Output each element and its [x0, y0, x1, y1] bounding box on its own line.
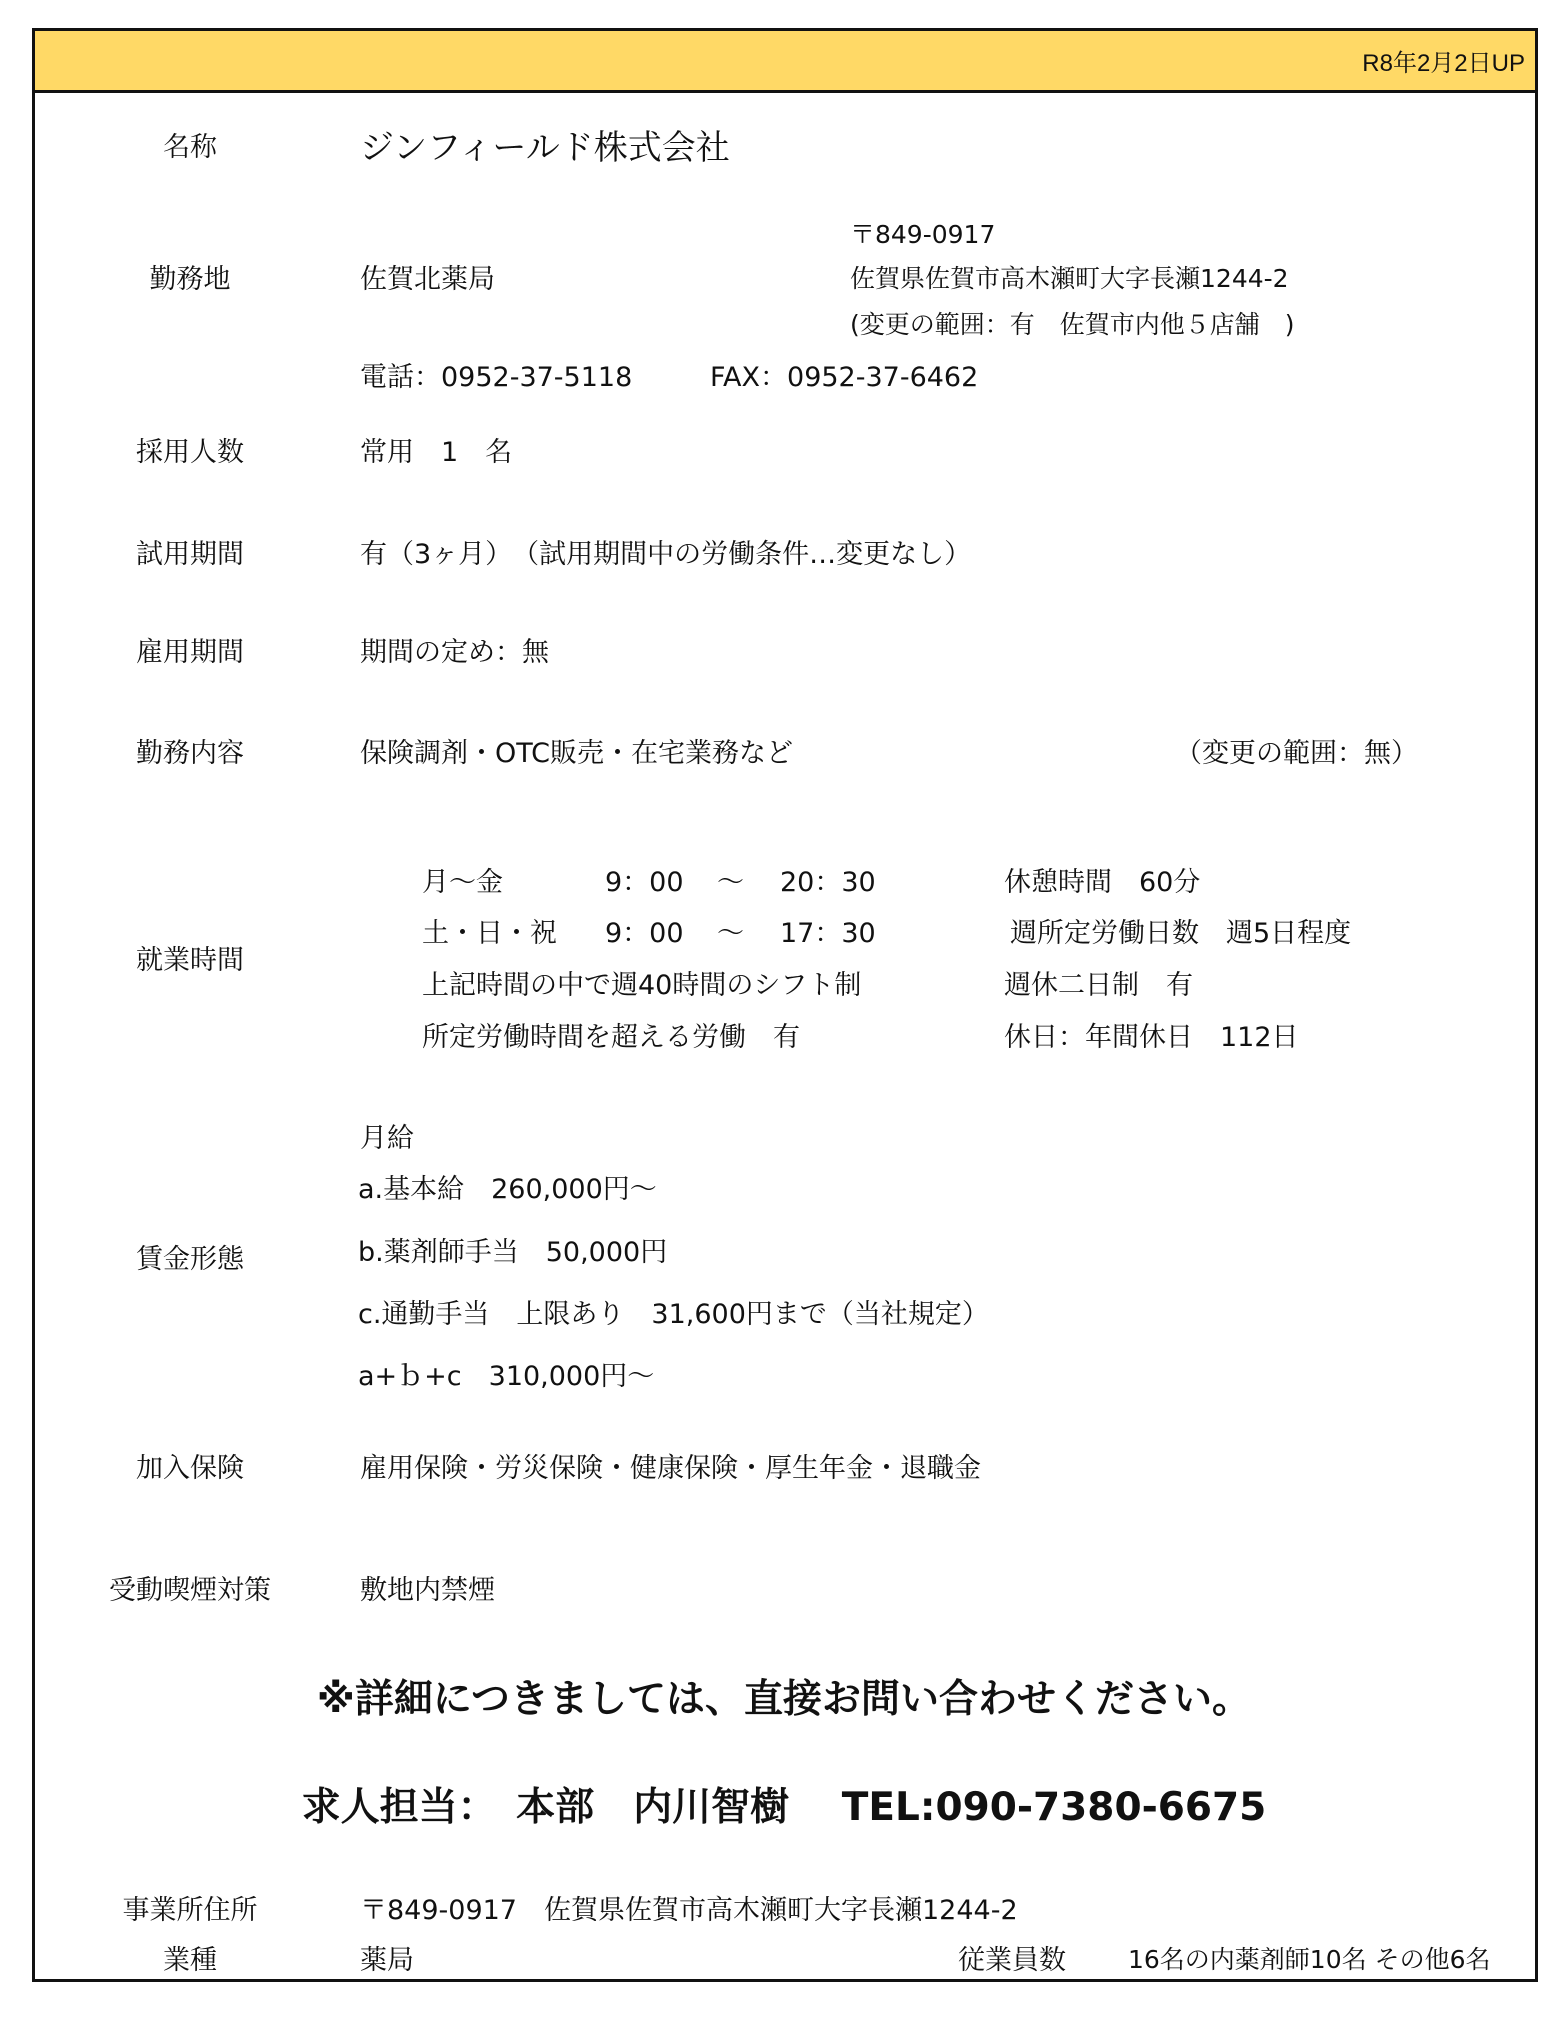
hiring-label: 採用人数	[136, 437, 244, 468]
hours-weekday-end: 20：30	[780, 867, 876, 898]
hours-weekend-end: 17：30	[780, 918, 876, 949]
hours-weekend-start: 9：00	[605, 918, 684, 949]
wage-label: 賃金形態	[136, 1244, 244, 1275]
wage-total: a+ｂ+c 310,000円～	[358, 1361, 655, 1392]
insurance-label: 加入保険	[136, 1453, 244, 1484]
trial-value: 有（3ヶ月） （試用期間中の労働条件…変更なし）	[360, 539, 972, 570]
workplace-address: 佐賀県佐賀市高木瀬町大字長瀬1244-2	[850, 264, 1289, 293]
employment-period-label: 雇用期間	[136, 637, 244, 668]
office-label: 事業所住所	[122, 1895, 258, 1926]
duties-value: 保険調剤・OTC販売・在宅業務など	[360, 738, 794, 769]
wage-base: a.基本給 260,000円～	[358, 1174, 657, 1205]
wage-pharmacist-allowance: b.薬剤師手当 50,000円	[358, 1237, 668, 1268]
workplace-fax: FAX：0952-37-6462	[710, 362, 979, 393]
workplace-change-scope: (変更の範囲：有 佐賀市内他５店舗 )	[850, 310, 1295, 339]
hours-two-days-off: 週休二日制 有	[1004, 970, 1193, 1001]
header-banner	[35, 31, 1535, 93]
hiring-value: 常用 1 名	[360, 437, 513, 468]
wage-type: 月給	[360, 1123, 414, 1154]
duties-change-scope: （変更の範囲：無）	[1175, 738, 1418, 769]
employment-period-value: 期間の定め：無	[360, 637, 549, 668]
hours-holidays: 休日：年間休日 112日	[1004, 1022, 1299, 1053]
hours-weekday-start: 9：00	[605, 867, 684, 898]
hours-shift: 上記時間の中で週40時間のシフト制	[422, 970, 862, 1001]
company-name: ジンフィールド株式会社	[360, 128, 730, 168]
hours-weekday-days: 月～金	[422, 867, 503, 898]
smoking-value: 敷地内禁煙	[360, 1575, 495, 1606]
inquiry-notice: ※詳細につきましては、直接お問い合わせください。	[316, 1677, 1252, 1722]
hours-overtime: 所定労働時間を超える労働 有	[422, 1022, 800, 1053]
workplace-phone: 電話：0952-37-5118	[360, 362, 633, 393]
industry-label: 業種	[163, 1945, 217, 1976]
workplace-name: 佐賀北薬局	[360, 264, 495, 295]
office-address: 〒849-0917 佐賀県佐賀市高木瀬町大字長瀬1244-2	[360, 1895, 1018, 1926]
hours-weekday-tilde: ～	[717, 867, 744, 898]
hours-weekend-days: 土・日・祝	[422, 918, 557, 949]
company-label: 名称	[163, 132, 217, 163]
duties-label: 勤務内容	[136, 738, 244, 769]
wage-commute-allowance: c.通勤手当 上限あり 31,600円まで（当社規定）	[358, 1299, 989, 1330]
hours-weekly-days: 週所定労働日数 週5日程度	[1010, 918, 1352, 949]
update-date: R8年2月2日UP	[1362, 50, 1525, 77]
recruit-contact: 求人担当： 本部 内川智樹 TEL:090-7380-6675	[301, 1785, 1267, 1830]
trial-label: 試用期間	[136, 539, 244, 570]
hours-label: 就業時間	[136, 945, 244, 976]
employees-label: 従業員数	[958, 1945, 1066, 1976]
hours-break: 休憩時間 60分	[1004, 867, 1201, 898]
workplace-postal: 〒849-0917	[850, 220, 996, 249]
workplace-label: 勤務地	[149, 264, 231, 295]
insurance-value: 雇用保険・労災保険・健康保険・厚生年金・退職金	[360, 1453, 981, 1484]
smoking-label: 受動喫煙対策	[109, 1575, 271, 1606]
industry-value: 薬局	[360, 1945, 414, 1976]
employees-value: 16名の内薬剤師10名 その他6名	[1128, 1945, 1491, 1974]
hours-weekend-tilde: ～	[717, 918, 744, 949]
